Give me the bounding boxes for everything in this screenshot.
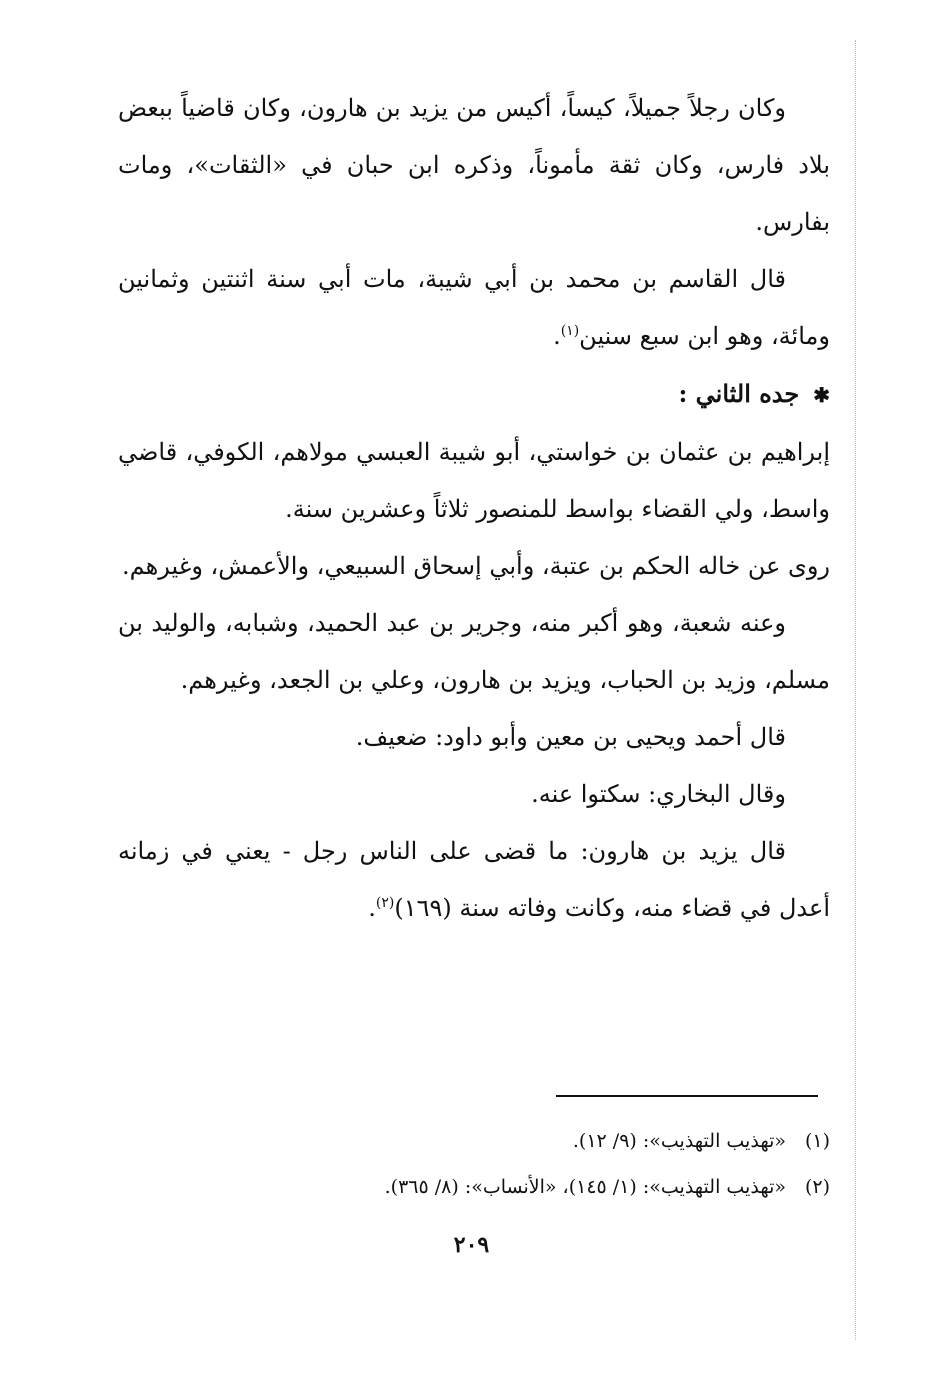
paragraph-5: وعنه شعبة، وهو أكبر منه، وجرير بن عبد الحميد، وشبابه، والوليد بن مسلم، وزيد بن الحباب، ويزيد بن هارون، وعلي بن الجعد، وغيرهم. [118,609,830,694]
footnote-text: «تهذيب التهذيب»: (٩/ ١٢). [572,1130,786,1152]
paragraph-4: روى عن خاله الحكم بن عتبة، وأبي إسحاق السبيعي، والأعمش، وغيرهم. [122,552,830,580]
footnote-ref-1[interactable]: (١) [560,323,580,339]
paragraph-2: قال القاسم بن محمد بن أبي شيبة، مات أبي سنة اثنتين وثمانين ومائة، وهو ابن سبع سنين$^{(١)}$. [118,265,830,350]
star-icon: ✱ [813,383,830,407]
footnote-number: (٢) [804,1176,830,1198]
footnote-text: «تهذيب التهذيب»: (١/ ١٤٥)، «الأنساب»: (٨/ ٣٦٥). [384,1176,786,1198]
footnote-separator [556,1095,818,1097]
paragraph-7: وقال البخاري: سكتوا عنه. [531,780,786,808]
footnote-1 [200,1118,830,1164]
main-text [118,80,830,937]
footnote-2 [200,1164,830,1210]
paragraph-1: وكان رجلاً جميلاً، كيساً، أكيس من يزيد بن هارون، وكان قاضياً ببعض بلاد فارس، وكان ثقة مأموناً، وذكره ابن حبان في «الثقات»، ومات بفارس. [118,94,830,236]
footnote-number: (١) [804,1130,830,1152]
paragraph-8: قال يزيد بن هارون: ما قضى على الناس رجل - يعني في زمانه أعدل في قضاء منه، وكانت وفاته سنة (١٦٩)$^{(٢)}$. [118,837,830,922]
section-heading: ✱جده الثاني : [118,365,830,424]
paragraph-3: إبراهيم بن عثمان بن خواستي، أبو شيبة العبسي مولاهم، الكوفي، قاضي واسط، ولي القضاء بواسط للمنصور ثلاثاً وعشرين سنة. [118,438,830,523]
footnote-ref-2[interactable]: (٢) [375,895,395,911]
page-number: ٢٠٩ [453,1232,490,1258]
footnotes [200,1118,830,1210]
paragraph-6: قال أحمد ويحيى بن معين وأبو داود: ضعيف. [355,723,786,751]
page-edge-dots [855,40,856,1340]
